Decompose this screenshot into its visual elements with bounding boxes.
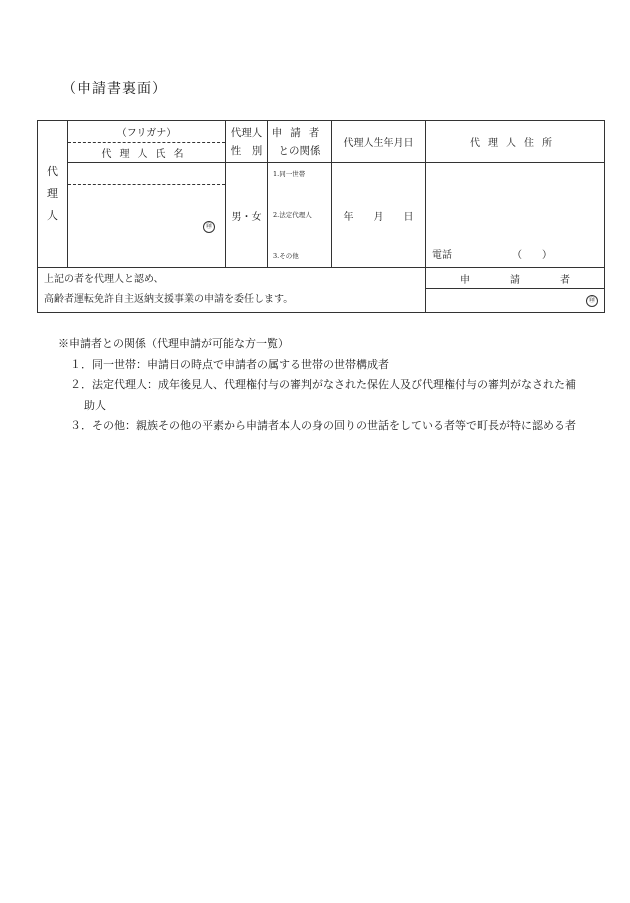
name-header: 代理人氏名 [68,143,226,163]
furigana-field[interactable] [68,163,226,185]
notes-item: １．同一世帯：申請日の時点で申請者の属する世帯の世帯構成者 [70,357,389,371]
dob-header: 代理人生年月日 [332,121,426,163]
seal-icon: ㊞ [586,295,598,307]
proxy-label-char: 代 [47,165,58,178]
relation-option: 3.その他 [273,252,299,260]
page-heading: （申請書裏面） [62,81,167,97]
proxy-form-table [37,120,605,313]
proxy-label-char: 理 [47,187,58,200]
gender-field[interactable]: 男・女 [226,163,268,268]
phone-field[interactable]: 電話 （ ） [432,250,552,261]
address-header: 代理人住所 [426,121,605,163]
notes-item: ２．法定代理人：成年後見人、代理権付与の審判がなされた保佐人及び代理権付与の審判がなされた補助人 [70,378,576,412]
applicant-header: 申 請 者 [426,268,605,289]
notes-item: ３．その他：親族その他の平素から申請者本人の身の回りの世話をしている者等で町長が特に認める者 [70,419,576,432]
proxy-label-char: 人 [47,209,58,222]
name-field[interactable] [68,185,226,268]
seal-icon: ㊞ [203,221,215,233]
address-field[interactable] [426,163,605,268]
applicant-signature-field[interactable] [426,289,605,313]
delegation-text: 上記の者を代理人と認め、 高齢者運転免許自主返納支援事業の申請を委任します。 [38,268,426,313]
gender-header: 代理人 性 別 [226,121,268,163]
relation-field[interactable] [268,163,332,268]
relation-header: 申請者 との関係 [268,121,332,163]
notes-title: ※申請者との関係（代理申請が可能な方一覧） [58,337,289,350]
notes-section [58,334,584,437]
proxy-row-label [38,121,68,268]
furigana-header: （フリガナ） [68,121,226,143]
relation-option: 2.法定代理人 [273,211,312,219]
relation-option: 1.同一世帯 [273,170,306,178]
dob-field[interactable]: 年 月 日 [332,163,426,268]
